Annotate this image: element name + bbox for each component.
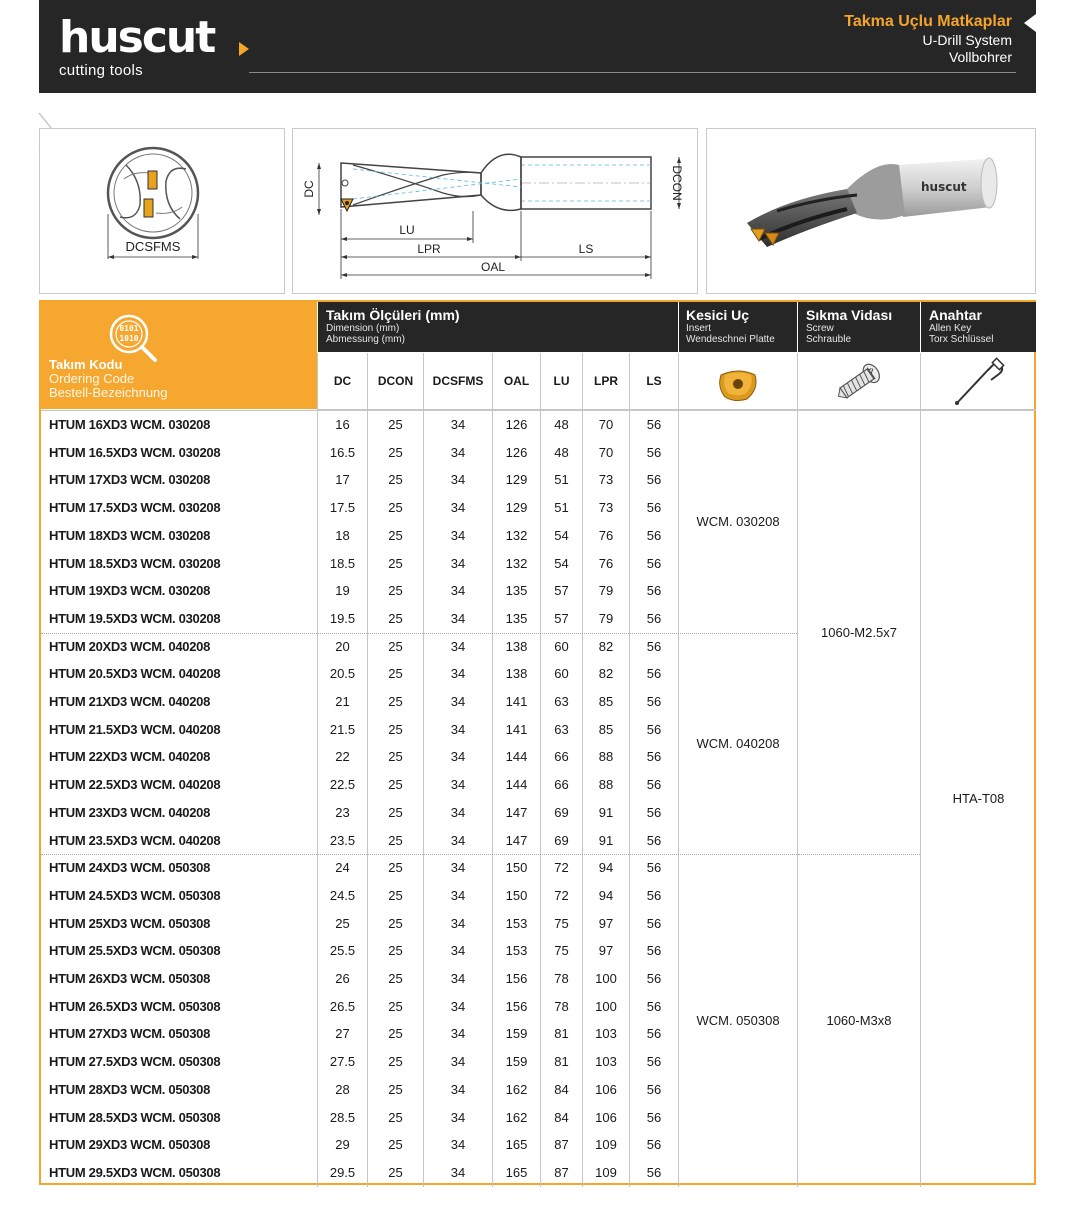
cell-lu: 60: [554, 638, 569, 654]
cell-oal: 165: [505, 1164, 528, 1180]
column-header-dcsfms: DCSFMS: [424, 353, 492, 410]
cell-dc: 16: [335, 417, 350, 432]
ordering-code: HTUM 29XD3 WCM. 050308: [49, 1137, 211, 1153]
cell-ls: 56: [646, 860, 662, 876]
cell-lu: 48: [554, 444, 569, 460]
cell-dc: 21: [335, 694, 350, 709]
cell-oal: 141: [505, 694, 528, 709]
cell-dcsfms: 34: [450, 860, 466, 876]
column-header-dcon: DCON: [368, 353, 423, 410]
cell-dc: 26: [335, 971, 350, 986]
cell-oal: 135: [505, 610, 528, 626]
cell-dcon: 25: [388, 583, 403, 599]
cell-ls: 56: [646, 555, 662, 571]
screw-en: Screw: [806, 323, 834, 334]
cell-dcon: 25: [388, 721, 403, 737]
key-en: Allen Key: [929, 323, 972, 334]
cell-dc: 20: [335, 638, 350, 654]
cell-dcsfms: 34: [450, 694, 466, 709]
dcon-label: DCON: [670, 165, 684, 201]
cell-lu: 51: [554, 500, 569, 516]
cell-ls: 56: [646, 1109, 662, 1125]
ordering-code: HTUM 19.5XD3 WCM. 030208: [49, 610, 221, 626]
cell-lpr: 85: [598, 721, 614, 737]
cell-ls: 56: [646, 998, 662, 1014]
ordering-code: HTUM 27.5XD3 WCM. 050308: [49, 1054, 221, 1070]
cell-ls: 56: [646, 1054, 662, 1070]
side-view-drawing: [292, 128, 698, 294]
cell-lpr: 97: [598, 915, 614, 931]
cell-dcon: 25: [388, 1109, 403, 1125]
cell-dcon: 25: [388, 444, 403, 460]
brand-name: huscut: [59, 12, 215, 63]
cell-ls: 56: [646, 777, 662, 793]
cell-lpr: 103: [595, 1026, 617, 1042]
cell-lu: 63: [554, 694, 569, 709]
ordering-de: Bestell-Bezeichnung: [49, 385, 168, 400]
cell-dcsfms: 34: [450, 417, 466, 432]
cell-lpr: 88: [598, 777, 614, 793]
dimensions-de: Abmessung (mm): [326, 334, 405, 345]
cell-ls: 56: [646, 887, 662, 903]
cell-dcsfms: 34: [450, 472, 466, 488]
cell-lpr: 79: [598, 583, 614, 599]
cell-ls: 56: [646, 583, 662, 599]
cell-ls: 56: [646, 915, 662, 931]
cell-lpr: 91: [598, 804, 614, 820]
cell-lpr: 94: [598, 887, 614, 903]
cell-lpr: 73: [598, 500, 614, 516]
ordering-code: HTUM 23XD3 WCM. 040208: [49, 804, 211, 820]
insert-en: Insert: [686, 323, 712, 334]
cell-lu: 72: [554, 887, 569, 903]
cell-lu: 87: [554, 1137, 569, 1153]
ordering-title: Takım Kodu: [49, 357, 123, 372]
screw-de: Schrauble: [806, 334, 852, 345]
ordering-code: HTUM 16XD3 WCM. 030208: [49, 417, 211, 432]
cell-ls: 56: [646, 832, 662, 848]
cell-dc: 25: [335, 915, 350, 931]
ordering-code: HTUM 19XD3 WCM. 030208: [49, 583, 211, 599]
cell-dcon: 25: [388, 804, 403, 820]
cell-lpr: 73: [598, 472, 614, 488]
ordering-code: HTUM 23.5XD3 WCM. 040208: [49, 832, 221, 848]
key-header: [921, 302, 1036, 352]
screw-group: 1060-M3x8: [826, 1012, 892, 1028]
cell-lpr: 76: [598, 527, 614, 543]
cell-lu: 60: [554, 666, 569, 682]
cell-dc: 19.5: [329, 610, 356, 626]
cell-dcon: 25: [388, 472, 403, 488]
cell-oal: 129: [505, 500, 528, 516]
cell-dcon: 25: [388, 915, 403, 931]
cell-ls: 56: [646, 804, 662, 820]
cell-lpr: 91: [598, 832, 614, 848]
cell-lpr: 109: [595, 1164, 617, 1180]
cell-oal: 126: [505, 444, 528, 460]
cell-dc: 25.5: [329, 943, 356, 959]
cell-dcon: 25: [388, 1081, 403, 1097]
cell-dcsfms: 34: [450, 777, 466, 793]
column-header-oal: OAL: [493, 353, 540, 410]
cell-lpr: 109: [595, 1137, 617, 1153]
dimensions-title: Takım Ölçüleri (mm): [326, 307, 460, 323]
column-header-ls: LS: [630, 353, 678, 410]
ordering-code: HTUM 28.5XD3 WCM. 050308: [49, 1109, 221, 1125]
ordering-code: HTUM 24.5XD3 WCM. 050308: [49, 887, 221, 903]
cell-dcsfms: 34: [450, 1054, 466, 1070]
cell-oal: 132: [505, 527, 528, 543]
cell-dcon: 25: [388, 417, 403, 432]
cell-oal: 147: [505, 804, 528, 820]
catalog-title: Takma Uçlu Matkaplar: [844, 13, 1012, 30]
cell-dcon: 25: [388, 860, 403, 876]
cell-lpr: 88: [598, 749, 614, 765]
cell-dcsfms: 34: [450, 1081, 466, 1097]
page-header: [39, 0, 1036, 93]
cell-dcon: 25: [388, 1164, 403, 1180]
cell-dcon: 25: [388, 998, 403, 1014]
cell-lpr: 106: [595, 1109, 617, 1125]
insert-group: WCM. 050308: [696, 1012, 780, 1028]
cell-dc: 22.5: [329, 777, 356, 793]
insert-group: WCM. 040208: [696, 735, 780, 751]
insert-image-cell: [679, 353, 797, 410]
cell-oal: 138: [505, 638, 528, 654]
cell-lu: 78: [554, 998, 569, 1014]
cell-dc: 28.5: [329, 1109, 356, 1125]
cell-dcon: 25: [388, 777, 403, 793]
cell-dc: 24.5: [329, 887, 356, 903]
key-de: Torx Schlüssel: [929, 334, 994, 345]
ordering-code: HTUM 16.5XD3 WCM. 030208: [49, 444, 221, 460]
key-title: Anahtar: [929, 307, 982, 323]
insert-group: WCM. 030208: [696, 514, 780, 530]
key-image-cell: [921, 353, 1036, 410]
cell-oal: 138: [505, 666, 528, 682]
cell-dc: 27.5: [329, 1054, 356, 1070]
svg-text:1010: 1010: [119, 334, 139, 343]
cell-lu: 81: [554, 1026, 569, 1042]
cell-dcsfms: 34: [450, 998, 466, 1014]
cell-lu: 51: [554, 472, 569, 488]
cell-dcsfms: 34: [450, 555, 466, 571]
cell-lu: 66: [554, 749, 569, 765]
cell-dc: 17.5: [329, 500, 356, 516]
cell-dcsfms: 34: [450, 1164, 466, 1180]
ordering-code-header: [41, 302, 317, 409]
header-rule: [249, 72, 1016, 73]
catalog-title-block: [844, 12, 1012, 66]
insert-title: Kesici Uç: [686, 307, 750, 323]
cell-ls: 56: [646, 417, 662, 432]
cell-ls: 56: [646, 749, 662, 765]
lu-label: LU: [399, 223, 415, 237]
catalog-subtitle-en: U-Drill System: [922, 32, 1012, 48]
insert-header: [679, 302, 797, 352]
ordering-code: HTUM 17XD3 WCM. 030208: [49, 472, 211, 488]
cell-ls: 56: [646, 638, 662, 654]
cell-lu: 48: [554, 417, 569, 432]
cell-dc: 27: [335, 1026, 350, 1042]
cell-dcsfms: 34: [450, 749, 466, 765]
cell-oal: 156: [505, 998, 528, 1014]
cell-dcon: 25: [388, 500, 403, 516]
dimensions-en: Dimension (mm): [326, 323, 400, 334]
oal-label: OAL: [480, 260, 506, 274]
cell-dcon: 25: [388, 832, 403, 848]
cell-dcon: 25: [388, 694, 403, 709]
cell-dc: 29.5: [329, 1164, 356, 1180]
cell-lu: 75: [554, 943, 569, 959]
product-table: [39, 300, 1036, 1185]
cell-oal: 150: [505, 860, 528, 876]
catalog-subtitle-de: Vollbohrer: [948, 49, 1012, 65]
cell-lu: 57: [554, 610, 569, 626]
dc-label: DC: [302, 180, 316, 198]
cell-dc: 17: [335, 472, 350, 488]
ordering-code: HTUM 21XD3 WCM. 040208: [49, 694, 211, 709]
ordering-code: HTUM 28XD3 WCM. 050308: [49, 1081, 211, 1097]
ordering-code: HTUM 20XD3 WCM. 040208: [49, 638, 211, 654]
cell-dc: 29: [335, 1137, 350, 1153]
brand-arrow-icon: [239, 42, 249, 56]
cell-ls: 56: [646, 610, 662, 626]
cell-dc: 19: [335, 583, 350, 599]
cell-dcon: 25: [388, 971, 403, 986]
cell-lpr: 82: [598, 666, 614, 682]
cell-dc: 26.5: [329, 998, 356, 1014]
key-group: HTA-T08: [952, 791, 1005, 807]
cell-lu: 87: [554, 1164, 569, 1180]
ordering-code: HTUM 25.5XD3 WCM. 050308: [49, 943, 221, 959]
cell-lu: 69: [554, 832, 569, 848]
cell-oal: 162: [505, 1081, 528, 1097]
cell-lu: 66: [554, 777, 569, 793]
photo-brand-marking: huscut: [921, 180, 967, 194]
torx-screw-icon: [798, 353, 920, 410]
cell-lpr: 106: [595, 1081, 617, 1097]
cell-lu: 84: [554, 1109, 569, 1125]
cell-oal: 150: [505, 887, 528, 903]
cell-ls: 56: [646, 694, 662, 709]
cell-dcon: 25: [388, 1137, 403, 1153]
cell-dcon: 25: [388, 555, 403, 571]
cell-lpr: 70: [598, 444, 614, 460]
cell-lu: 81: [554, 1054, 569, 1070]
cell-lu: 57: [554, 583, 569, 599]
product-photo: [706, 128, 1036, 294]
cell-dc: 18: [335, 527, 350, 543]
torx-key-icon: [921, 353, 1036, 410]
cell-ls: 56: [646, 527, 662, 543]
cell-lu: 63: [554, 721, 569, 737]
cell-dcsfms: 34: [450, 444, 466, 460]
cell-lu: 54: [554, 555, 569, 571]
ordering-code: HTUM 22.5XD3 WCM. 040208: [49, 777, 221, 793]
cell-ls: 56: [646, 1164, 662, 1180]
cell-oal: 153: [505, 943, 528, 959]
brand-tagline: cutting tools: [59, 62, 143, 79]
cell-ls: 56: [646, 472, 662, 488]
cell-dcon: 25: [388, 1026, 403, 1042]
cell-ls: 56: [646, 721, 662, 737]
cell-lu: 69: [554, 804, 569, 820]
ordering-code: HTUM 26XD3 WCM. 050308: [49, 971, 211, 986]
cell-oal: 147: [505, 832, 528, 848]
screw-image-cell: [798, 353, 920, 410]
header-notch: [1024, 14, 1036, 32]
cell-oal: 141: [505, 721, 528, 737]
screw-group: 1060-M2.5x7: [821, 625, 897, 641]
cell-dcsfms: 34: [450, 527, 466, 543]
cell-lpr: 103: [595, 1054, 617, 1070]
cell-dc: 16.5: [329, 444, 356, 460]
cell-ls: 56: [646, 1081, 662, 1097]
cell-lu: 78: [554, 971, 569, 986]
insert-de: Wendeschnei Platte: [686, 334, 775, 345]
cell-ls: 56: [646, 971, 662, 986]
cell-dc: 22: [335, 749, 350, 765]
cell-oal: 129: [505, 472, 528, 488]
cell-oal: 144: [505, 777, 528, 793]
cell-dcsfms: 34: [450, 943, 466, 959]
ls-label: LS: [578, 242, 594, 256]
cell-dcsfms: 34: [450, 583, 466, 599]
cell-lpr: 100: [595, 971, 617, 986]
ordering-code: HTUM 18XD3 WCM. 030208: [49, 527, 211, 543]
cell-dcon: 25: [388, 666, 403, 682]
ordering-code: HTUM 24XD3 WCM. 050308: [49, 860, 211, 876]
cell-dcsfms: 34: [450, 1109, 466, 1125]
brand-logo: [59, 12, 215, 79]
cell-oal: 156: [505, 971, 528, 986]
cell-dcon: 25: [388, 610, 403, 626]
cell-lpr: 82: [598, 638, 614, 654]
dimensions-header: [318, 302, 678, 352]
cell-dcsfms: 34: [450, 638, 466, 654]
cell-ls: 56: [646, 1137, 662, 1153]
cell-oal: 126: [505, 417, 528, 432]
cell-dc: 23: [335, 804, 350, 820]
cell-lpr: 79: [598, 610, 614, 626]
cell-dcsfms: 34: [450, 832, 466, 848]
cell-dcsfms: 34: [450, 971, 466, 986]
screw-title: Sıkma Vidası: [806, 307, 893, 323]
cell-lpr: 76: [598, 555, 614, 571]
cell-dcon: 25: [388, 749, 403, 765]
cell-dcon: 25: [388, 943, 403, 959]
cell-lu: 75: [554, 915, 569, 931]
cell-lpr: 85: [598, 694, 614, 709]
cell-dcsfms: 34: [450, 804, 466, 820]
ordering-code: HTUM 22XD3 WCM. 040208: [49, 749, 211, 765]
cell-ls: 56: [646, 500, 662, 516]
trigon-insert-icon: [679, 353, 797, 410]
cell-lpr: 94: [598, 860, 614, 876]
cell-oal: 165: [505, 1137, 528, 1153]
ordering-code: HTUM 26.5XD3 WCM. 050308: [49, 998, 221, 1014]
cell-dc: 20.5: [329, 666, 356, 682]
cell-dcsfms: 34: [450, 666, 466, 682]
cell-ls: 56: [646, 666, 662, 682]
cell-oal: 132: [505, 555, 528, 571]
ordering-code: HTUM 20.5XD3 WCM. 040208: [49, 666, 221, 682]
column-header-lpr: LPR: [583, 353, 629, 410]
ordering-code: HTUM 21.5XD3 WCM. 040208: [49, 721, 221, 737]
cell-lpr: 100: [595, 998, 617, 1014]
cell-oal: 135: [505, 583, 528, 599]
screw-header: [798, 302, 920, 352]
cell-dc: 21.5: [329, 721, 356, 737]
cell-dcon: 25: [388, 527, 403, 543]
cell-lu: 54: [554, 527, 569, 543]
dcsfms-label: DCSFMS: [125, 239, 181, 254]
cell-dcsfms: 34: [450, 610, 466, 626]
cell-lpr: 97: [598, 943, 614, 959]
cell-dcon: 25: [388, 1054, 403, 1070]
cell-oal: 144: [505, 749, 528, 765]
cell-lu: 84: [554, 1081, 569, 1097]
ordering-code: HTUM 25XD3 WCM. 050308: [49, 915, 211, 931]
cell-dcon: 25: [388, 638, 403, 654]
cell-ls: 56: [646, 1026, 662, 1042]
cell-dc: 18.5: [329, 555, 356, 571]
cell-dcsfms: 34: [450, 887, 466, 903]
cell-dc: 23.5: [329, 832, 356, 848]
ordering-code: HTUM 27XD3 WCM. 050308: [49, 1026, 211, 1042]
lpr-label: LPR: [417, 242, 441, 256]
cell-oal: 159: [505, 1026, 528, 1042]
column-header-dc: DC: [318, 353, 367, 410]
cell-oal: 153: [505, 915, 528, 931]
cell-dc: 24: [335, 860, 350, 876]
ordering-code: HTUM 18.5XD3 WCM. 030208: [49, 555, 221, 571]
cell-oal: 159: [505, 1054, 528, 1070]
cell-dcsfms: 34: [450, 721, 466, 737]
cell-dcsfms: 34: [450, 1137, 466, 1153]
cell-lu: 72: [554, 860, 569, 876]
front-view-drawing: [39, 128, 285, 294]
cell-dcsfms: 34: [450, 1026, 466, 1042]
cell-oal: 162: [505, 1109, 528, 1125]
cell-lpr: 70: [598, 417, 614, 432]
ordering-en: Ordering Code: [49, 371, 135, 386]
ordering-code: HTUM 29.5XD3 WCM. 050308: [49, 1164, 221, 1180]
svg-text:0101: 0101: [119, 324, 139, 333]
cell-dcon: 25: [388, 887, 403, 903]
cell-dc: 28: [335, 1081, 350, 1097]
cell-ls: 56: [646, 943, 662, 959]
cell-ls: 56: [646, 444, 662, 460]
column-header-lu: LU: [541, 353, 582, 410]
cell-dcsfms: 34: [450, 915, 466, 931]
ordering-code: HTUM 17.5XD3 WCM. 030208: [49, 500, 221, 516]
cell-dcsfms: 34: [450, 500, 466, 516]
